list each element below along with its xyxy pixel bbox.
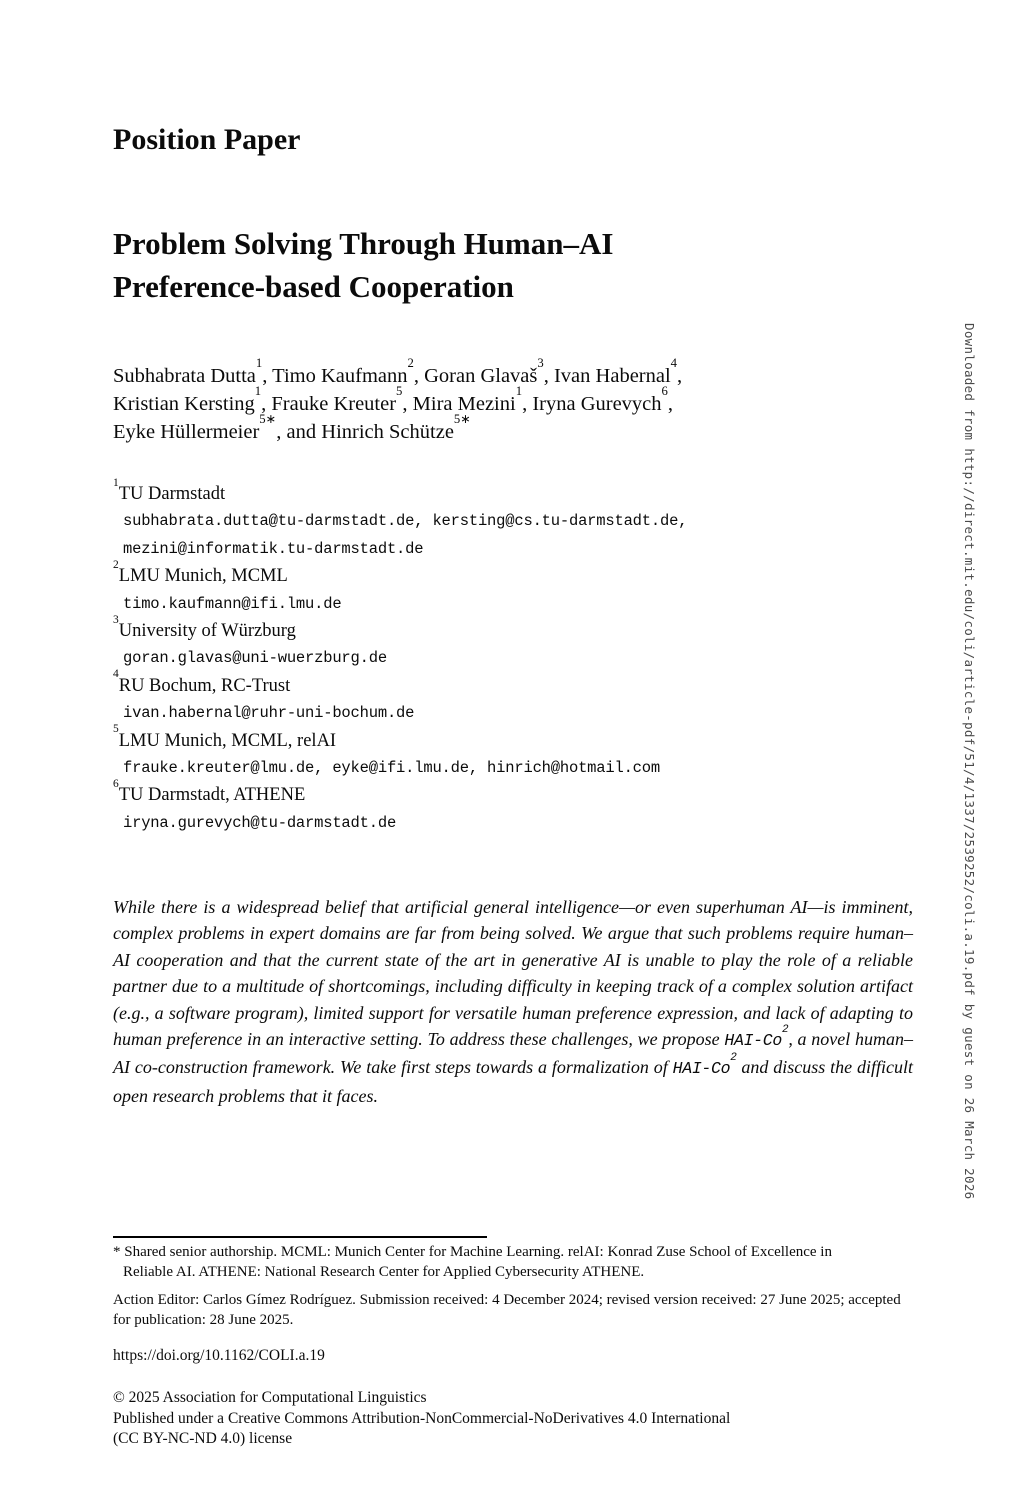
author-name: Timo Kaufmann — [272, 365, 408, 387]
license-line: Published under a Creative Commons Attribution-NonCommercial-NoDerivatives 4.0 International — [113, 1409, 731, 1427]
affiliation-email: mezini@informatik.tu-darmstadt.de — [123, 539, 424, 558]
paper-title-line2: Preference-based Cooperation — [113, 269, 514, 304]
author-name: Ivan Habernal — [553, 365, 671, 387]
author-separator: , — [522, 393, 533, 415]
doi-link[interactable]: https://doi.org/10.1162/COLI.a.19 — [113, 1347, 325, 1364]
affiliation-label: RU Bochum, RC-Trust — [118, 675, 291, 696]
author — [532, 384, 674, 415]
author-affiliation-marker: 5∗ — [259, 412, 277, 427]
author-line — [113, 384, 933, 418]
affiliation-label: LMU Munich, MCML — [118, 566, 288, 587]
author — [113, 356, 273, 387]
author-name: Iryna Gurevych — [532, 393, 662, 415]
affiliation-marker: 6 — [113, 778, 119, 791]
affiliation-email: goran.glavas@uni-wuerzburg.de — [123, 649, 387, 668]
framework-name-superscript: 2 — [782, 1023, 789, 1036]
author-affiliation-marker: 5 — [396, 384, 403, 399]
affiliation-name — [113, 668, 933, 700]
affiliation-list — [113, 476, 933, 837]
author — [412, 384, 533, 415]
affiliation-marker: 4 — [113, 668, 119, 681]
author-name: Goran Glavaš — [424, 365, 538, 387]
author-affiliation-marker: 1 — [254, 384, 262, 399]
author — [113, 384, 272, 415]
author-name: Eyke Hüllermeier — [113, 421, 260, 443]
affiliation-email: ivan.habernal@ruhr-uni-bochum.de — [123, 704, 415, 723]
author-line — [113, 356, 933, 390]
paper-title-line1: Problem Solving Through Human–AI — [113, 226, 614, 261]
abstract-text: , a novel human–AI co-construction framework. We take first steps towards a formalization of — [113, 1029, 913, 1078]
author-list — [113, 356, 933, 446]
abstract-text: While there is a widespread belief that artificial general intelligence—or even superhuman AI—is imminent, complex problems in expert domains are far from being solved. We argue that such problems require human–AI cooperation and that the current state of the art in generative AI is unable to play the role of a reliable partner due to a multitude of shortcomings, including difficulty in keeping track of a complex solution artifact (e.g., a software program), limited support for versatile human preference expression, and lack of adapting to human preference in an interactive setting. To address these challenges, we propose — [113, 897, 913, 1050]
affiliation-email: timo.kaufmann@ifi.lmu.de — [123, 594, 342, 613]
copyright-block — [113, 1388, 933, 1450]
affiliation-label: LMU Munich, MCML, relAI — [118, 730, 337, 751]
author-affiliation-marker: 1 — [255, 356, 263, 371]
author-name: Hinrich Schütze — [321, 421, 454, 443]
author — [113, 412, 322, 443]
affiliation-label: TU Darmstadt — [118, 484, 226, 504]
author-affiliation-marker: 3 — [537, 356, 544, 371]
affiliation-marker: 1 — [113, 476, 119, 489]
abstract-text: and discuss the difficult open research problems that it faces. — [113, 1057, 913, 1106]
author-separator: , — [402, 393, 413, 415]
framework-name-superscript: 2 — [730, 1052, 737, 1065]
author-separator: , — [261, 393, 272, 415]
abstract — [113, 894, 913, 1109]
author-separator: , — [667, 393, 674, 415]
affiliation-marker: 3 — [113, 613, 119, 626]
affiliation-name — [113, 476, 933, 508]
shared-authorship-footnote: * Shared senior authorship. MCML: Munich Center for Machine Learning. relAI: Konrad Zuse School of Excellence in Reliable AI. ATHENE: National Research Center for Applied Cybersecurity ATHENE. — [113, 1244, 832, 1280]
author-separator: , — [262, 365, 273, 387]
action-editor-note: Action Editor: Carlos Gímez Rodríguez. Submission received: 4 December 2024; revised version received: 27 June 2025; accepted for publication: 28 June 2025. — [113, 1292, 901, 1328]
framework-name: HAI-Co — [672, 1059, 731, 1079]
author-name: Frauke Kreuter — [271, 393, 397, 415]
affiliation-email: frauke.kreuter@lmu.de, eyke@ifi.lmu.de, hinrich@hotmail.com — [123, 759, 660, 778]
affiliation-label: University of Würzburg — [118, 621, 296, 642]
author-affiliation-marker: 5∗ — [453, 412, 471, 427]
framework-name: HAI-Co — [724, 1031, 782, 1051]
affiliation-email: subhabrata.dutta@tu-darmstadt.de, kersting@cs.tu-darmstadt.de, — [123, 512, 688, 531]
affiliation-label: TU Darmstadt, ATHENE — [118, 785, 306, 806]
license-line: (CC BY-NC-ND 4.0) license — [113, 1430, 293, 1447]
author-separator: , — [677, 365, 683, 387]
author — [321, 412, 471, 443]
author-affiliation-marker: 6 — [661, 384, 668, 399]
affiliation-marker: 2 — [113, 558, 119, 571]
author-name: Mira Mezini — [412, 393, 516, 415]
affiliation-name — [113, 723, 933, 755]
paper-type-heading: Position Paper — [113, 123, 301, 156]
author-separator: , — [413, 365, 425, 387]
author-separator: , — [543, 365, 554, 387]
paper-title — [113, 222, 933, 308]
affiliation-marker: 5 — [113, 723, 119, 736]
author-line — [113, 412, 933, 446]
copyright-line: © 2025 Association for Computational Linguistics — [113, 1389, 427, 1406]
author — [424, 356, 554, 387]
author-affiliation-marker: 4 — [670, 356, 678, 371]
author-affiliation-marker: 1 — [515, 384, 523, 399]
author-name: Kristian Kersting — [113, 393, 255, 415]
author — [271, 384, 413, 415]
author-affiliation-marker: 2 — [407, 356, 414, 371]
author-separator: , and — [276, 421, 322, 443]
footnote-rule — [113, 1236, 487, 1238]
affiliation-name — [113, 558, 933, 590]
affiliation-name — [113, 613, 933, 645]
affiliation-email: iryna.gurevych@tu-darmstadt.de — [123, 813, 397, 832]
affiliation-name — [113, 778, 933, 809]
author-name: Subhabrata Dutta — [113, 365, 256, 387]
download-watermark: Downloaded from http://direct.mit.edu/coli/article-pdf/51/4/1337/2539252/coli.a.19.pdf by guest on 26 March 2026 — [962, 323, 977, 1200]
